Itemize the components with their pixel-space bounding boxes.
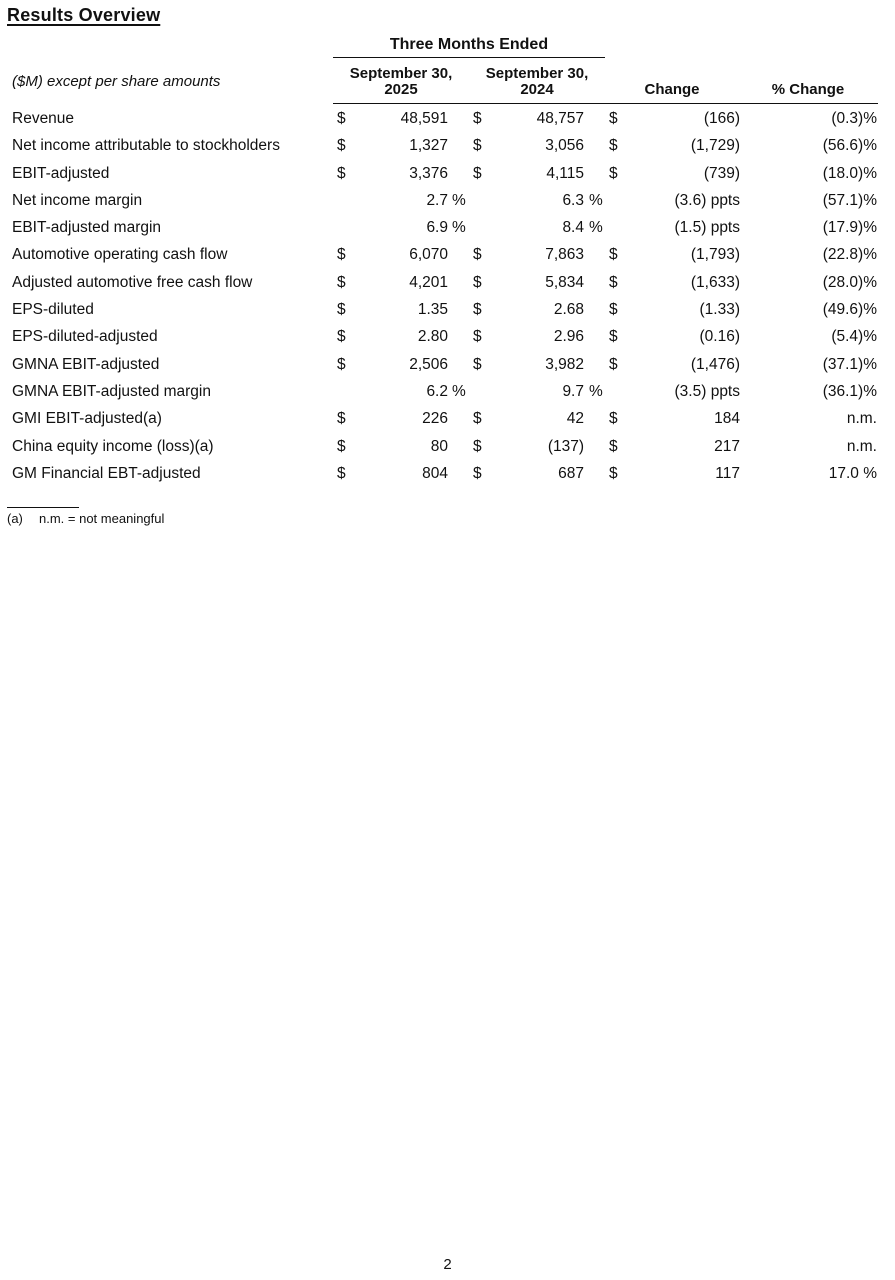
table-row	[0, 106, 895, 133]
currency-change: $	[609, 410, 618, 428]
currency-change: $	[609, 328, 618, 346]
currency-2024: $	[473, 410, 482, 428]
percent-sign-2025: %	[452, 382, 466, 400]
currency-2025: $	[337, 410, 346, 428]
value-2025: 3,376	[409, 164, 448, 182]
change-value: (1,729)	[690, 137, 740, 155]
currency-change: $	[609, 301, 618, 319]
change-value: (1,793)	[690, 246, 740, 264]
value-2024: 2.68	[553, 301, 584, 319]
currency-2025: $	[337, 246, 346, 264]
currency-2025: $	[337, 328, 346, 346]
change-value: 117	[715, 464, 740, 482]
pct-change-value: n.m.	[846, 437, 877, 455]
value-2024: (137)	[547, 437, 584, 455]
table-row	[0, 379, 895, 406]
change-value: (1.5) ppts	[674, 219, 740, 237]
column-header-line2: % Change	[771, 81, 845, 98]
currency-2024: $	[473, 464, 482, 482]
value-2025: 6.2	[426, 382, 448, 400]
currency-2025: $	[337, 437, 346, 455]
change-value: (739)	[703, 164, 740, 182]
percent-sign-2025: %	[452, 191, 466, 209]
currency-change: $	[609, 464, 618, 482]
pct-change-value: (57.1)%	[822, 191, 877, 209]
currency-2024: $	[473, 164, 482, 182]
currency-2025: $	[337, 110, 346, 127]
column-group-header: Three Months Ended	[333, 36, 605, 58]
pct-change-value: (0.3)%	[831, 110, 877, 127]
pct-change-value: (5.4)%	[831, 328, 877, 346]
table-row	[0, 188, 895, 215]
results-table	[0, 106, 895, 488]
currency-2024: $	[473, 328, 482, 346]
value-2024: 5,834	[545, 273, 584, 291]
column-header-line2: 2024	[520, 81, 554, 98]
row-label: EPS-diluted	[12, 301, 94, 319]
value-2025: 80	[430, 437, 448, 455]
change-value: (166)	[703, 110, 740, 127]
page-number: 2	[443, 1256, 452, 1273]
currency-change: $	[609, 355, 618, 373]
value-2024: 48,757	[536, 110, 584, 127]
row-label: EPS-diluted-adjusted	[12, 328, 158, 346]
currency-change: $	[609, 246, 618, 264]
change-value: (1,476)	[690, 355, 740, 373]
change-value: (3.5) ppts	[674, 382, 740, 400]
currency-2024: $	[473, 437, 482, 455]
currency-2025: $	[337, 355, 346, 373]
footnote-mark: (a)	[7, 511, 23, 526]
value-2025: 6,070	[409, 246, 448, 264]
column-header-2025	[333, 66, 469, 98]
row-label: GMNA EBIT-adjusted	[12, 355, 160, 373]
currency-2024: $	[473, 355, 482, 373]
row-label: China equity income (loss)(a)	[12, 437, 214, 455]
pct-change-value: (28.0)%	[822, 273, 877, 291]
currency-change: $	[609, 273, 618, 291]
footnote-text: n.m. = not meaningful	[39, 511, 165, 526]
currency-2024: $	[473, 110, 482, 127]
currency-2025: $	[337, 137, 346, 155]
row-label: Automotive operating cash flow	[12, 246, 228, 264]
row-label: GMNA EBIT-adjusted margin	[12, 382, 211, 400]
currency-2024: $	[473, 301, 482, 319]
pct-change-value: n.m.	[846, 410, 877, 428]
row-label: EBIT-adjusted	[12, 164, 110, 182]
column-header-2024	[469, 66, 605, 98]
column-header-line1	[748, 66, 868, 82]
row-label: Net income margin	[12, 191, 143, 209]
footnote-divider	[7, 507, 79, 508]
table-row	[0, 270, 895, 297]
value-2025: 4,201	[409, 273, 448, 291]
value-2024: 4,115	[546, 164, 584, 182]
table-row	[0, 352, 895, 379]
pct-change-value: 17.0 %	[828, 464, 877, 482]
value-2024: 687	[558, 464, 584, 482]
page-title: Results Overview	[7, 5, 161, 25]
value-2025: 48,591	[400, 110, 448, 127]
percent-sign-2024: %	[589, 382, 603, 400]
value-2024: 7,863	[545, 246, 584, 264]
currency-2025: $	[337, 464, 346, 482]
row-label: GM Financial EBT-adjusted	[12, 464, 201, 482]
value-2025: 1,327	[409, 137, 448, 155]
row-label: Adjusted automotive free cash flow	[12, 273, 253, 291]
table-row	[0, 242, 895, 269]
currency-2024: $	[473, 273, 482, 291]
value-2024: 2.96	[553, 328, 584, 346]
row-label: Revenue	[12, 110, 75, 127]
header-divider	[333, 103, 878, 104]
change-value: 184	[714, 410, 740, 428]
change-value: (0.16)	[699, 328, 740, 346]
column-header-line1: September 30,	[485, 65, 589, 82]
value-2025: 2,506	[409, 355, 448, 373]
value-2024: 3,056	[545, 137, 584, 155]
table-row	[0, 461, 895, 488]
currency-change: $	[609, 137, 618, 155]
table-row	[0, 324, 895, 351]
pct-change-value: (22.8)%	[822, 246, 877, 264]
percent-sign-2024: %	[589, 219, 603, 237]
column-header-line1	[612, 66, 732, 82]
pct-change-value: (18.0)%	[822, 164, 877, 182]
value-2025: 1.35	[417, 301, 448, 319]
row-label: GMI EBIT-adjusted(a)	[12, 410, 162, 428]
value-2024: 8.4	[562, 219, 584, 237]
pct-change-value: (49.6)%	[822, 301, 877, 319]
column-header-line2: Change	[644, 81, 700, 98]
pct-change-value: (56.6)%	[822, 137, 877, 155]
value-2025: 2.7	[426, 191, 448, 209]
currency-2024: $	[473, 137, 482, 155]
currency-change: $	[609, 110, 618, 127]
currency-2025: $	[337, 301, 346, 319]
percent-sign-2025: %	[452, 219, 466, 237]
value-2025: 6.9	[426, 219, 448, 237]
change-value: (1,633)	[690, 273, 740, 291]
column-header-pct-change	[748, 66, 868, 98]
row-label: Net income attributable to stockholders	[12, 137, 280, 155]
value-2024: 6.3	[562, 191, 584, 209]
value-2024: 9.7	[562, 382, 584, 400]
value-2024: 42	[566, 410, 584, 428]
currency-change: $	[609, 164, 618, 182]
change-value: (3.6) ppts	[674, 191, 740, 209]
currency-2025: $	[337, 164, 346, 182]
table-row	[0, 434, 895, 461]
unit-label: ($M) except per share amounts	[12, 73, 221, 90]
pct-change-value: (17.9)%	[822, 219, 877, 237]
value-2024: 3,982	[545, 355, 584, 373]
column-header-line1: September 30,	[349, 65, 453, 82]
row-label: EBIT-adjusted margin	[12, 219, 162, 237]
table-row	[0, 215, 895, 242]
change-value: 217	[714, 437, 740, 455]
pct-change-value: (37.1)%	[822, 355, 877, 373]
footnote	[7, 511, 164, 526]
table-row	[0, 406, 895, 433]
table-row	[0, 161, 895, 188]
currency-change: $	[609, 437, 618, 455]
change-value: (1.33)	[699, 301, 740, 319]
pct-change-value: (36.1)%	[822, 382, 877, 400]
column-header-change	[612, 66, 732, 98]
table-row	[0, 297, 895, 324]
currency-2025: $	[337, 273, 346, 291]
column-header-line2: 2025	[384, 81, 418, 98]
value-2025: 226	[422, 410, 448, 428]
currency-2024: $	[473, 246, 482, 264]
table-row	[0, 133, 895, 160]
value-2025: 804	[422, 464, 448, 482]
percent-sign-2024: %	[589, 191, 603, 209]
value-2025: 2.80	[417, 328, 448, 346]
